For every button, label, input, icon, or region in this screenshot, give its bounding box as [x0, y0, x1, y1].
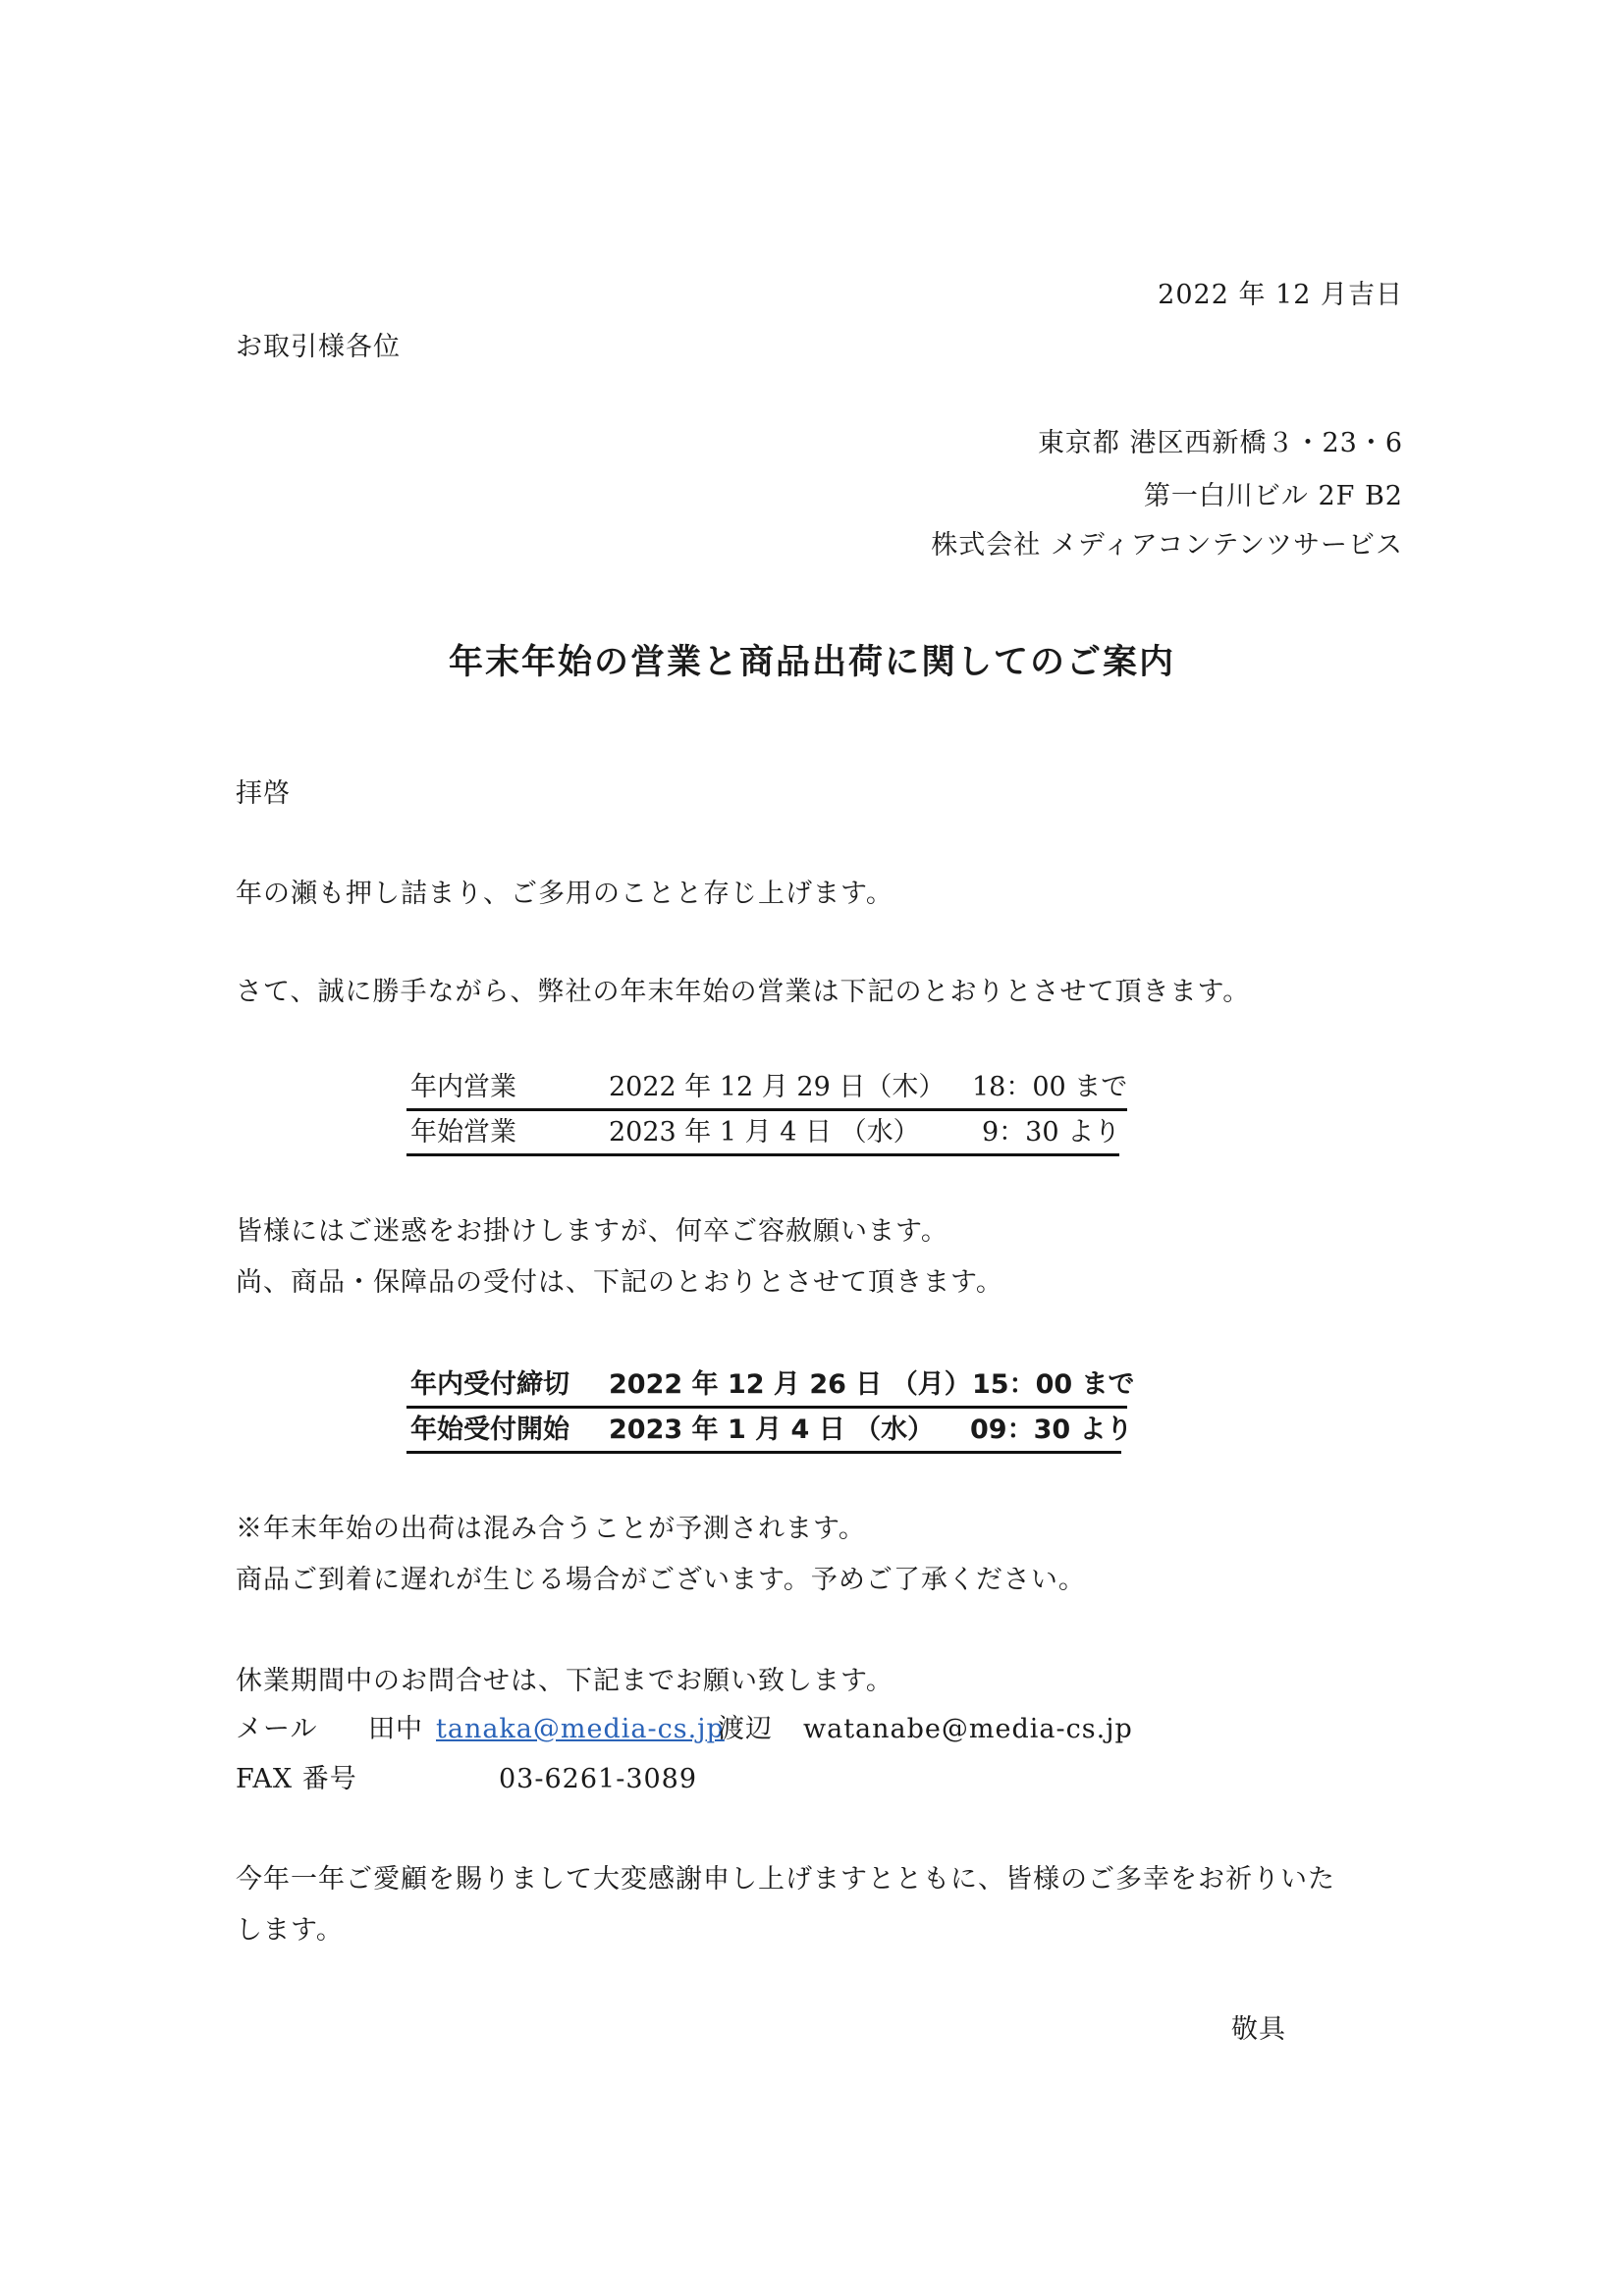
- row-label: 年始営業: [410, 1117, 516, 1148]
- sender-address-line2: 第一白川ビル 2F B2: [1143, 481, 1403, 511]
- contact-person2-name: 渡辺: [718, 1714, 773, 1744]
- closing-line2: します。: [236, 1915, 344, 1946]
- contact-person1-email-link[interactable]: tanaka@media-cs.jp: [436, 1714, 725, 1744]
- contact-person2-email: watanabe@media-cs.jp: [803, 1714, 1133, 1744]
- row-time: 09：30 より: [970, 1415, 1133, 1445]
- contact-person1-name: 田中: [368, 1714, 423, 1744]
- sender-address-line1: 東京都 港区西新橋３・23・6: [1037, 428, 1403, 458]
- business-hours-row: [406, 1111, 1119, 1156]
- apology-line1: 皆様にはご迷惑をお掛けしますが、何卒ご容赦願います。: [236, 1216, 948, 1247]
- sender-company: 株式会社 メディアコンテンツサービス: [931, 530, 1403, 561]
- business-hours-row: [406, 1066, 1127, 1111]
- row-time: 18：00 まで: [972, 1072, 1128, 1102]
- apology-line2: 尚、商品・保障品の受付は、下記のとおりとさせて頂きます。: [236, 1267, 1003, 1298]
- fax-label: FAX 番号: [236, 1764, 357, 1794]
- row-label: 年内受付締切: [410, 1369, 569, 1400]
- document-title: 年末年始の営業と商品出荷に関してのご案内: [448, 643, 1175, 682]
- reception-row: [406, 1409, 1133, 1454]
- row-date: 2022 年 12 月 29 日（木）: [609, 1072, 946, 1102]
- row-date: 2023 年 1 月 4 日 （水）: [609, 1415, 935, 1445]
- intro-paragraph: さて、誠に勝手ながら、弊社の年末年始の営業は下記のとおりとさせて頂きます。: [236, 977, 1251, 1007]
- row-label: 年始受付開始: [410, 1415, 569, 1445]
- contact-intro: 休業期間中のお問合せは、下記までお願い致します。: [236, 1666, 893, 1696]
- shipping-note-line2: 商品ご到着に遅れが生じる場合がございます。予めご了承ください。: [236, 1565, 1086, 1595]
- document-date: 2022 年 12 月吉日: [1158, 280, 1403, 310]
- shipping-note-line1: ※年末年始の出荷は混み合うことが予測されます。: [236, 1514, 866, 1544]
- business-hours-table: [406, 1066, 1127, 1156]
- addressee: お取引様各位: [236, 332, 401, 362]
- reception-row: [406, 1363, 1135, 1409]
- row-time: 15：00 まで: [972, 1369, 1135, 1400]
- fax-number: 03-6261-3089: [499, 1764, 698, 1794]
- row-date: 2023 年 1 月 4 日 （水）: [609, 1117, 920, 1148]
- row-time: 9：30 より: [982, 1117, 1121, 1148]
- closing-line1: 今年一年ご愛顧を賜りまして大変感謝申し上げますとともに、皆様のご多幸をお祈りいた: [236, 1864, 1335, 1895]
- seasonal-greeting: 年の瀬も押し詰まり、ご多用のことと存じ上げます。: [236, 879, 893, 909]
- row-date: 2022 年 12 月 26 日 （月）: [609, 1369, 971, 1400]
- row-label: 年内営業: [410, 1072, 516, 1102]
- reception-table: [406, 1363, 1135, 1454]
- sign-off: 敬具: [1231, 2014, 1286, 2045]
- opening-salutation: 拝啓: [236, 778, 291, 809]
- mail-label: メール: [236, 1714, 318, 1744]
